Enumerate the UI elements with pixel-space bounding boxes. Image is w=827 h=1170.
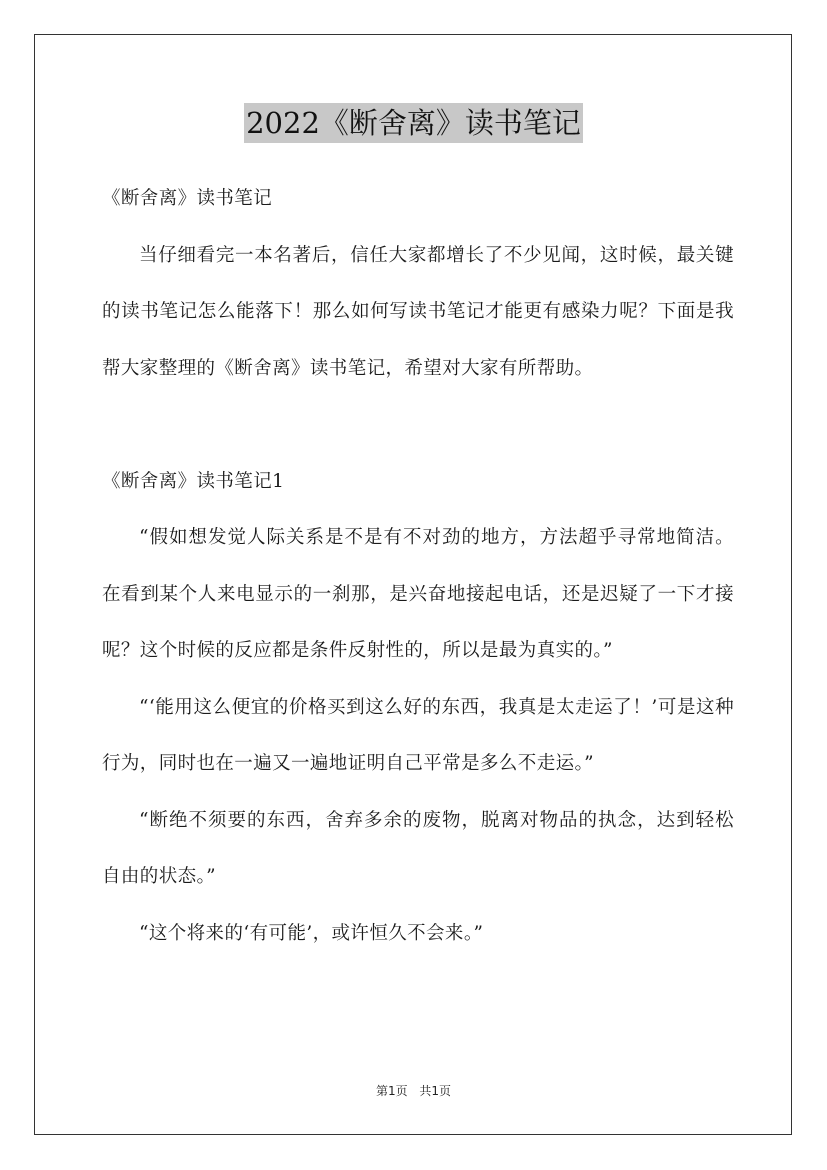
paragraph: “‘能用这么便宜的价格买到这么好的东西，我真是太走运了！’可是这种行为，同时也在一遍又一遍地证明自己平常是多么不走运。” [102,696,734,774]
paragraph-spacer [102,397,734,454]
title-wrap [0,103,827,143]
paragraph: 当仔细看完一本名著后，信任大家都增长了不少见闻，这时候，最关键的读书笔记怎么能落下！那么如何写读书笔记才能更有感染力呢？下面是我帮大家整理的《断舍离》读书笔记，希望对大家有所帮助。 [102,244,734,379]
paragraph: “断绝不须要的东西，舍弃多余的废物，脱离对物品的执念，达到轻松自由的状态。” [102,809,734,887]
page-total: 共1页 [419,1084,452,1098]
section-heading: 《断舍离》读书笔记1 [102,470,285,492]
paragraph: “这个将来的‘有可能’，或许恒久不会来。” [139,922,484,944]
page-footer [0,1082,827,1099]
document-title: 2022《断舍离》读书笔记 [244,103,583,143]
document-body [102,171,734,962]
section-heading: 《断舍离》读书笔记 [102,188,273,209]
paragraph: “假如想发觉人际关系是不是有不对劲的地方，方法超乎寻常地简洁。在看到某个人来电显示的一刹那，是兴奋地接起电话，还是迟疑了一下才接呢？这个时候的反应都是条件反射性的，所以是最为真实的。” [102,527,734,661]
page-number: 第1页 [375,1084,408,1098]
